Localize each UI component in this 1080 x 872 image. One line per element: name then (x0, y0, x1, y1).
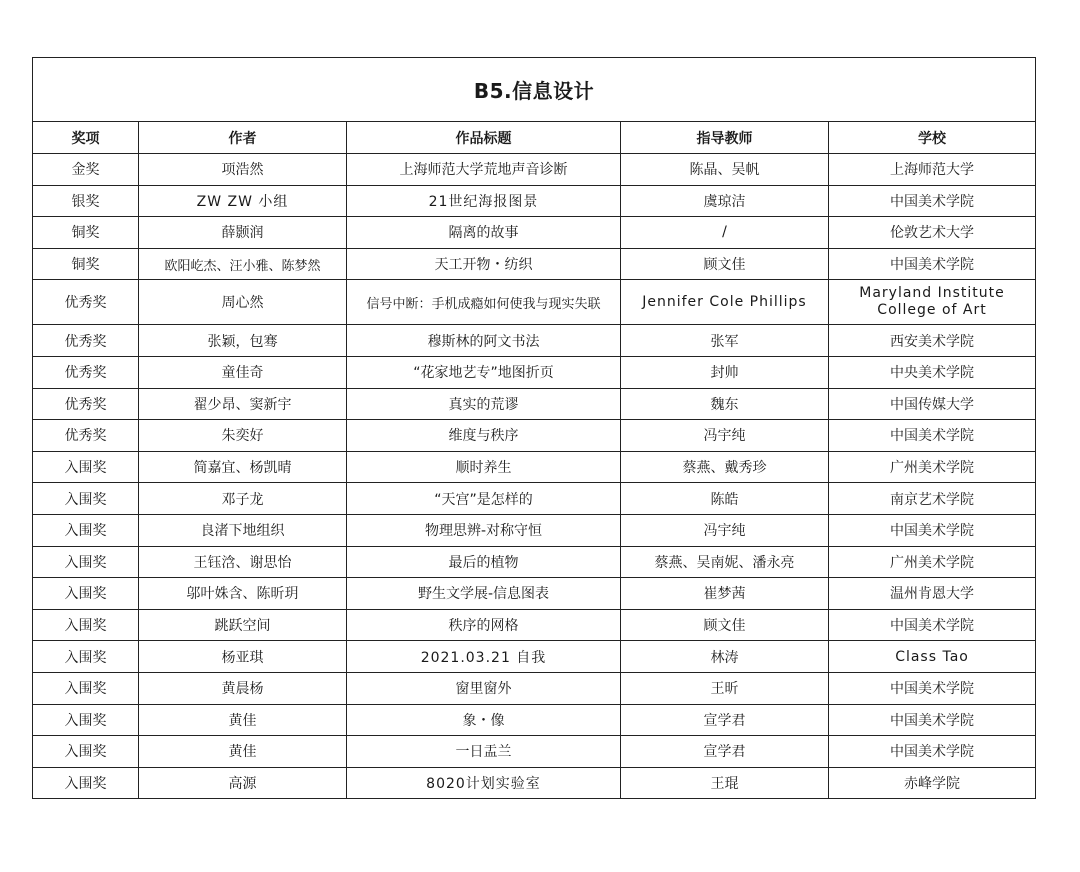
advisor-cell: 冯宇纯 (621, 420, 829, 452)
table-row (33, 546, 1036, 578)
school-cell: 中国美术学院 (829, 736, 1036, 768)
work-title-cell: 顺时养生 (347, 451, 621, 483)
school-cell: 中央美术学院 (829, 356, 1036, 388)
advisor-cell: 宣学君 (621, 736, 829, 768)
author-cell: 高源 (139, 767, 347, 799)
header-award: 奖项 (33, 122, 139, 154)
author-cell: 薛颢润 (139, 217, 347, 249)
award-cell: 优秀奖 (33, 325, 139, 357)
header-author: 作者 (139, 122, 347, 154)
school-cell: 中国美术学院 (829, 514, 1036, 546)
author-cell: 翟少昂、窦新宇 (139, 388, 347, 420)
author-cell: 项浩然 (139, 154, 347, 186)
advisor-cell: 封帅 (621, 356, 829, 388)
table-row (33, 514, 1036, 546)
table-row (33, 704, 1036, 736)
work-title-cell: 野生文学展-信息图表 (347, 578, 621, 610)
school-cell: 上海师范大学 (829, 154, 1036, 186)
award-cell: 入围奖 (33, 736, 139, 768)
work-title-cell: “天宫”是怎样的 (347, 483, 621, 515)
school-cell: 中国美术学院 (829, 672, 1036, 704)
award-cell: 铜奖 (33, 217, 139, 249)
advisor-cell: 顾文佳 (621, 609, 829, 641)
author-cell: 周心然 (139, 280, 347, 325)
table-row (33, 641, 1036, 673)
work-title-cell: 上海师范大学荒地声音诊断 (347, 154, 621, 186)
author-cell: 杨亚琪 (139, 641, 347, 673)
advisor-cell: Jennifer Cole Phillips (621, 280, 829, 325)
award-cell: 银奖 (33, 185, 139, 217)
table-row (33, 248, 1036, 280)
table-row (33, 672, 1036, 704)
advisor-cell: 魏东 (621, 388, 829, 420)
school-cell: 中国美术学院 (829, 704, 1036, 736)
advisor-cell: 蔡燕、戴秀珍 (621, 451, 829, 483)
table-row (33, 280, 1036, 325)
work-title-cell: 象・像 (347, 704, 621, 736)
author-cell: 黄晨杨 (139, 672, 347, 704)
work-title-cell: 天工开物・纺织 (347, 248, 621, 280)
school-cell: 中国美术学院 (829, 609, 1036, 641)
table-title: B5.信息设计 (33, 58, 1036, 122)
author-cell: 黄佳 (139, 704, 347, 736)
work-title-cell: 21世纪海报图景 (347, 185, 621, 217)
school-cell: 伦敦艺术大学 (829, 217, 1036, 249)
award-cell: 入围奖 (33, 514, 139, 546)
advisor-cell: 张军 (621, 325, 829, 357)
table-row (33, 609, 1036, 641)
header-advisor: 指导教师 (621, 122, 829, 154)
school-cell: 温州肯恩大学 (829, 578, 1036, 610)
award-cell: 优秀奖 (33, 356, 139, 388)
table-row (33, 451, 1036, 483)
advisor-cell: 王琨 (621, 767, 829, 799)
header-work-title: 作品标题 (347, 122, 621, 154)
advisor-cell: 蔡燕、吴南妮、潘永亮 (621, 546, 829, 578)
advisor-cell: 顾文佳 (621, 248, 829, 280)
table-row (33, 420, 1036, 452)
work-title-cell: 真实的荒谬 (347, 388, 621, 420)
advisor-cell: 崔梦茜 (621, 578, 829, 610)
table-row (33, 578, 1036, 610)
author-cell: 王钰浛、谢思怡 (139, 546, 347, 578)
award-table (32, 57, 1036, 799)
table-row (33, 388, 1036, 420)
school-cell: Maryland Institute College of Art (829, 280, 1036, 325)
advisor-cell: 宣学君 (621, 704, 829, 736)
school-cell: 中国美术学院 (829, 248, 1036, 280)
author-cell: 童佳奇 (139, 356, 347, 388)
award-cell: 入围奖 (33, 578, 139, 610)
advisor-cell: / (621, 217, 829, 249)
author-cell: 邬叶姝含、陈昕玥 (139, 578, 347, 610)
school-cell: 中国美术学院 (829, 420, 1036, 452)
school-cell: 中国传媒大学 (829, 388, 1036, 420)
work-title-cell: 秩序的网格 (347, 609, 621, 641)
award-cell: 入围奖 (33, 451, 139, 483)
award-table-sheet (32, 57, 1035, 799)
school-cell: 西安美术学院 (829, 325, 1036, 357)
table-row (33, 325, 1036, 357)
header-row (33, 122, 1036, 154)
school-cell: 广州美术学院 (829, 451, 1036, 483)
award-cell: 入围奖 (33, 546, 139, 578)
school-cell: 广州美术学院 (829, 546, 1036, 578)
work-title-cell: 隔离的故事 (347, 217, 621, 249)
table-row (33, 154, 1036, 186)
advisor-cell: 王昕 (621, 672, 829, 704)
school-cell: 赤峰学院 (829, 767, 1036, 799)
author-cell: 邓子龙 (139, 483, 347, 515)
award-cell: 入围奖 (33, 767, 139, 799)
table-row (33, 483, 1036, 515)
school-cell: Class Tao (829, 641, 1036, 673)
author-cell: ZW ZW 小组 (139, 185, 347, 217)
table-row (33, 767, 1036, 799)
work-title-cell: “花家地艺专”地图折页 (347, 356, 621, 388)
author-cell: 良渚下地组织 (139, 514, 347, 546)
work-title-cell: 物理思辨-对称守恒 (347, 514, 621, 546)
advisor-cell: 陈晶、吴帆 (621, 154, 829, 186)
author-cell: 跳跃空间 (139, 609, 347, 641)
award-cell: 入围奖 (33, 609, 139, 641)
author-cell: 张颖，包骞 (139, 325, 347, 357)
table-row (33, 217, 1036, 249)
author-cell: 黄佳 (139, 736, 347, 768)
award-cell: 铜奖 (33, 248, 139, 280)
table-row (33, 356, 1036, 388)
advisor-cell: 冯宇纯 (621, 514, 829, 546)
advisor-cell: 陈皓 (621, 483, 829, 515)
award-cell: 优秀奖 (33, 420, 139, 452)
school-cell: 中国美术学院 (829, 185, 1036, 217)
award-cell: 优秀奖 (33, 280, 139, 325)
author-cell: 朱奕好 (139, 420, 347, 452)
work-title-cell: 窗里窗外 (347, 672, 621, 704)
work-title-cell: 一日盂兰 (347, 736, 621, 768)
work-title-cell: 2021.03.21 自我 (347, 641, 621, 673)
author-cell: 欧阳屹杰、汪小雅、陈梦然 (139, 248, 347, 280)
author-cell: 简嘉宜、杨凯晴 (139, 451, 347, 483)
table-row (33, 736, 1036, 768)
award-cell: 优秀奖 (33, 388, 139, 420)
work-title-cell: 穆斯林的阿文书法 (347, 325, 621, 357)
table-row (33, 185, 1036, 217)
header-school: 学校 (829, 122, 1036, 154)
work-title-cell: 最后的植物 (347, 546, 621, 578)
award-cell: 入围奖 (33, 704, 139, 736)
work-title-cell: 8020计划实验室 (347, 767, 621, 799)
award-cell: 金奖 (33, 154, 139, 186)
school-cell: 南京艺术学院 (829, 483, 1036, 515)
work-title-cell: 维度与秩序 (347, 420, 621, 452)
award-cell: 入围奖 (33, 672, 139, 704)
work-title-cell: 信号中断：手机成瘾如何使我与现实失联 (347, 280, 621, 325)
award-cell: 入围奖 (33, 641, 139, 673)
advisor-cell: 虞琼洁 (621, 185, 829, 217)
award-cell: 入围奖 (33, 483, 139, 515)
advisor-cell: 林涛 (621, 641, 829, 673)
